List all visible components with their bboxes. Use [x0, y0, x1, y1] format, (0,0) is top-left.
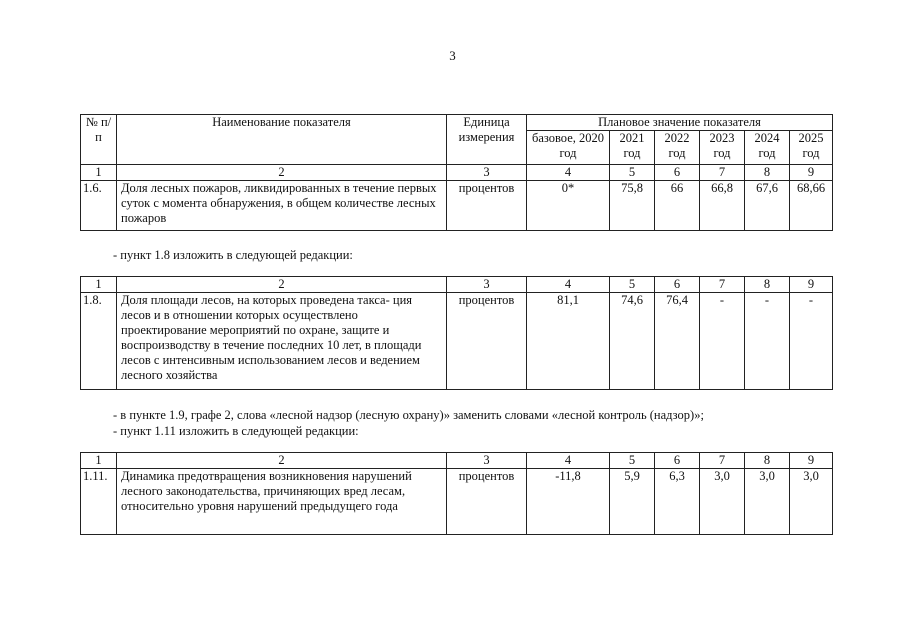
col-number: 8	[745, 277, 790, 293]
value-2024: -	[745, 293, 790, 390]
col-number: 8	[745, 165, 790, 181]
header-year-2021: 2021 год	[610, 131, 655, 165]
column-number-row	[81, 277, 833, 293]
col-number: 3	[447, 453, 527, 469]
value-2023: 3,0	[700, 469, 745, 535]
col-number: 5	[610, 277, 655, 293]
indicator-table-2	[80, 276, 833, 390]
indicator-unit: процентов	[447, 469, 527, 535]
col-number: 7	[700, 453, 745, 469]
value-2025: 3,0	[790, 469, 833, 535]
row-number: 1.6.	[81, 181, 117, 231]
column-number-row	[81, 453, 833, 469]
table-row	[81, 469, 833, 535]
header-name: Наименование показателя	[117, 115, 447, 165]
value-2021: 75,8	[610, 181, 655, 231]
col-number: 5	[610, 165, 655, 181]
header-year-2022: 2022 год	[655, 131, 700, 165]
col-number: 6	[655, 277, 700, 293]
col-number: 5	[610, 453, 655, 469]
value-2021: 74,6	[610, 293, 655, 390]
value-2025: 68,66	[790, 181, 833, 231]
value-2022: 76,4	[655, 293, 700, 390]
amendment-note-1-9: - в пункте 1.9, графе 2, слова «лесной надзор (лесную охрану)» заменить словами «лесной контроль (надзор)»;	[113, 408, 704, 422]
header-year-2024: 2024 год	[745, 131, 790, 165]
value-2023: -	[700, 293, 745, 390]
header-unit: Единица измерения	[447, 115, 527, 165]
col-number: 9	[790, 453, 833, 469]
row-number: 1.8.	[81, 293, 117, 390]
col-number: 2	[117, 453, 447, 469]
col-number: 7	[700, 165, 745, 181]
table-row	[81, 181, 833, 231]
col-number: 9	[790, 277, 833, 293]
value-2022: 6,3	[655, 469, 700, 535]
indicator-unit: процентов	[447, 181, 527, 231]
col-number: 1	[81, 277, 117, 293]
indicator-name: Динамика предотвращения возникновения нарушений лесного законодательства, причиняющих вред лесам, относительно уровня нарушений предыдущего года	[117, 469, 447, 535]
value-base: 81,1	[527, 293, 610, 390]
col-number: 4	[527, 165, 610, 181]
col-number: 4	[527, 453, 610, 469]
value-2025: -	[790, 293, 833, 390]
col-number: 6	[655, 453, 700, 469]
value-base: 0*	[527, 181, 610, 231]
header-year-2023: 2023 год	[700, 131, 745, 165]
indicator-table-1	[80, 114, 833, 231]
col-number: 3	[447, 165, 527, 181]
col-number: 3	[447, 277, 527, 293]
header-year-base: базовое, 2020 год	[527, 131, 610, 165]
col-number: 2	[117, 165, 447, 181]
header-year-2025: 2025 год	[790, 131, 833, 165]
col-number: 6	[655, 165, 700, 181]
indicator-name: Доля площади лесов, на которых проведена такса- ция лесов и в отношении которых осуществлено проектирование мероприятий по охране, защите и воспроизводству в течение последних 10 лет, в площади лесов с интенсивным использованием лесов и ведением лесного хозяйства	[117, 293, 447, 390]
col-number: 1	[81, 165, 117, 181]
column-number-row	[81, 165, 833, 181]
amendment-note-1-11: - пункт 1.11 изложить в следующей редакции:	[113, 424, 359, 438]
indicator-table-3	[80, 452, 833, 535]
table-row	[81, 293, 833, 390]
col-number: 7	[700, 277, 745, 293]
header-no: № п/п	[81, 115, 117, 165]
page-number: 3	[449, 48, 456, 63]
value-2022: 66	[655, 181, 700, 231]
indicator-name: Доля лесных пожаров, ликвидированных в течение первых суток с момента обнаружения, в общем количестве лесных пожаров	[117, 181, 447, 231]
value-2024: 3,0	[745, 469, 790, 535]
col-number: 2	[117, 277, 447, 293]
amendment-note-1-8: - пункт 1.8 изложить в следующей редакции:	[113, 248, 353, 262]
col-number: 8	[745, 453, 790, 469]
value-2021: 5,9	[610, 469, 655, 535]
value-2024: 67,6	[745, 181, 790, 231]
header-plan: Плановое значение показателя	[527, 115, 833, 131]
value-2023: 66,8	[700, 181, 745, 231]
col-number: 1	[81, 453, 117, 469]
col-number: 4	[527, 277, 610, 293]
value-base: -11,8	[527, 469, 610, 535]
col-number: 9	[790, 165, 833, 181]
row-number: 1.11.	[81, 469, 117, 535]
indicator-unit: процентов	[447, 293, 527, 390]
